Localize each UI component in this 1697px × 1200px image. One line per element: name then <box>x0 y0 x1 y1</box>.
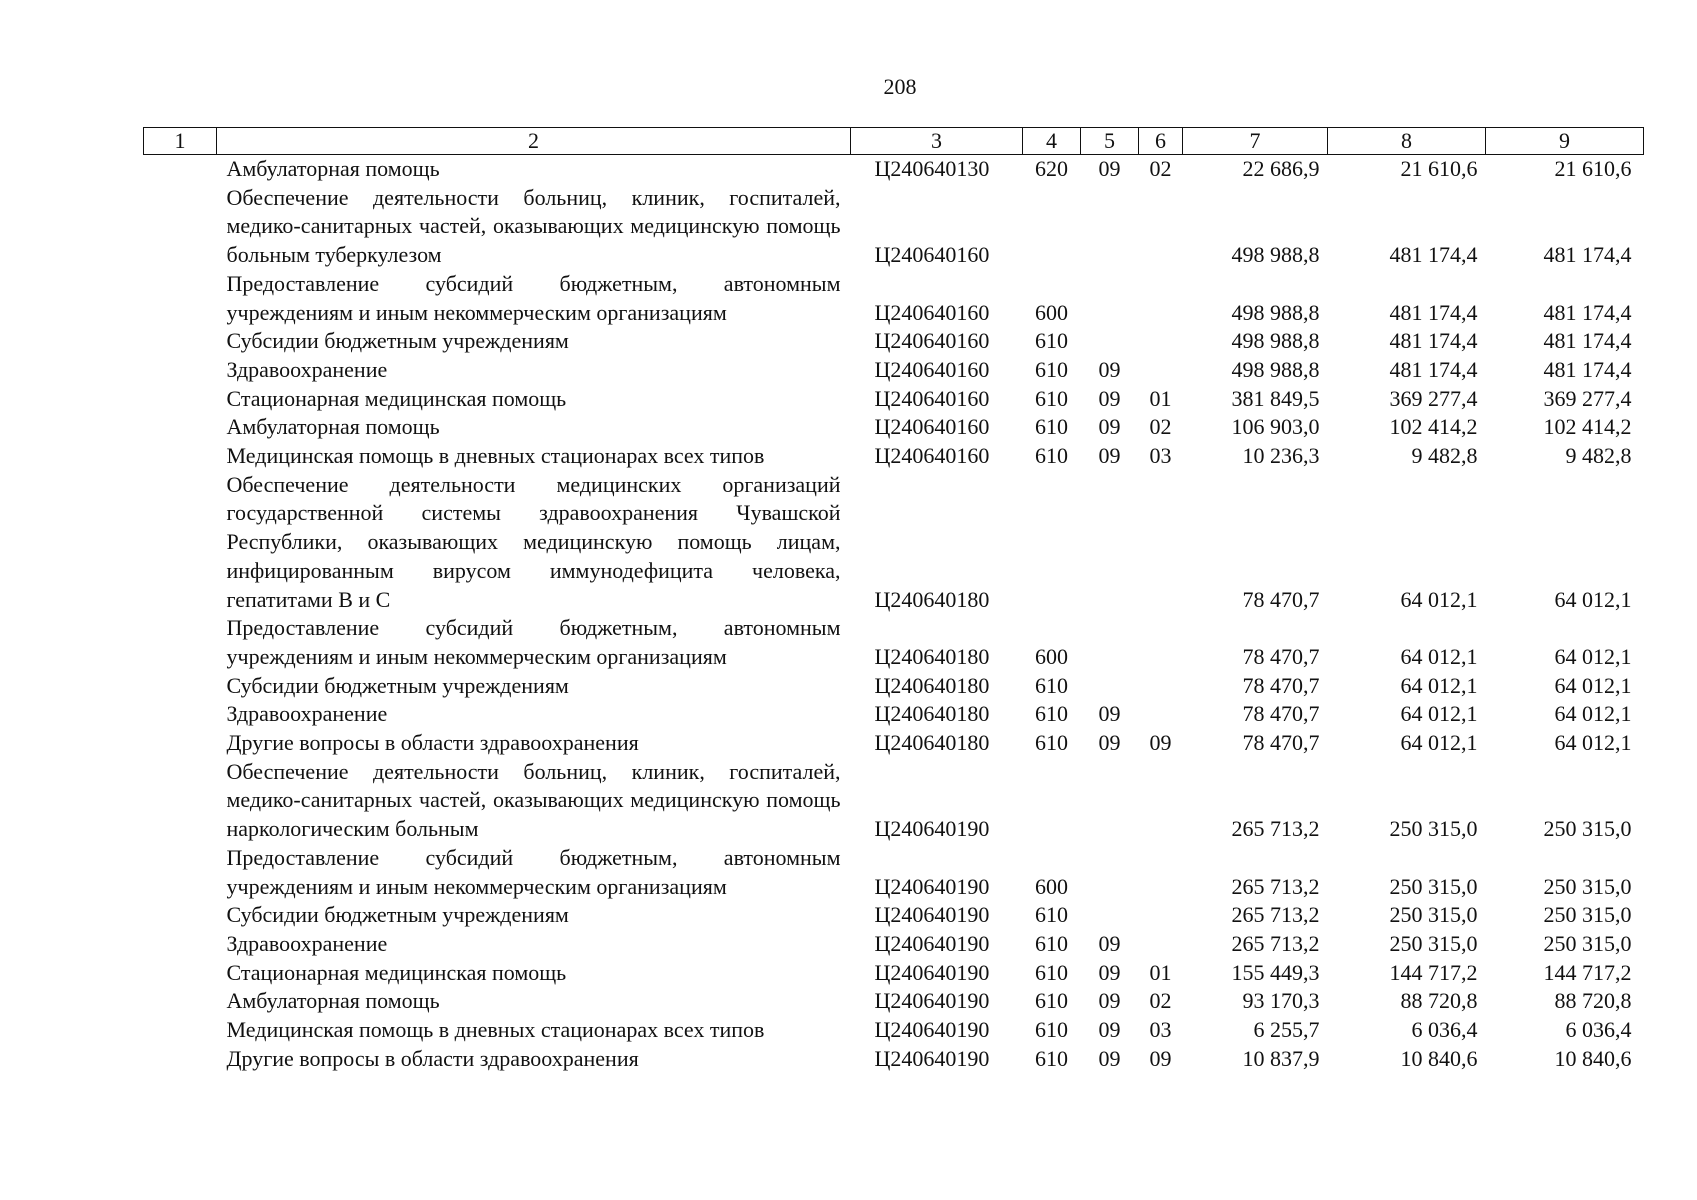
cell-subsection <box>1139 758 1183 844</box>
cell-amount-col8: 250 315,0 <box>1389 816 1478 842</box>
header-col-2: 2 <box>217 128 851 155</box>
cell-amount-col9: 64 012,1 <box>1554 586 1632 612</box>
cell-index <box>144 184 217 270</box>
cell-amount-col8: 64 012,1 <box>1400 586 1478 612</box>
cell-amount-col8: 250 315,0 <box>1389 902 1478 928</box>
cell-section: 09 <box>1098 385 1121 411</box>
cell-item-name: Здравоохранение <box>226 356 388 382</box>
table-row <box>144 729 1644 758</box>
cell-amount-col8: 481 174,4 <box>1389 356 1478 382</box>
cell-amount-col7: 6 255,7 <box>1253 1017 1320 1043</box>
table-row <box>144 442 1644 471</box>
cell-target-code: Ц240640180 <box>874 730 990 756</box>
cell-index <box>144 758 217 844</box>
cell-amount-col8: 9 482,8 <box>1411 443 1478 469</box>
cell-expense-type: 610 <box>1035 356 1068 382</box>
cell-target-code: Ц240640190 <box>874 1045 990 1071</box>
cell-amount-col9: 21 610,6 <box>1554 156 1632 181</box>
cell-section: 09 <box>1098 930 1121 956</box>
cell-section: 09 <box>1098 701 1121 727</box>
cell-amount-col9: 64 012,1 <box>1554 672 1632 698</box>
header-col-1: 1 <box>144 128 217 155</box>
cell-amount-col9: 250 315,0 <box>1543 816 1632 842</box>
cell-index <box>144 155 217 184</box>
cell-item-name: Амбулаторная помощь <box>226 156 440 181</box>
cell-amount-col7: 265 713,2 <box>1231 902 1320 928</box>
cell-amount-col9: 250 315,0 <box>1543 930 1632 956</box>
cell-amount-col7: 10 837,9 <box>1242 1045 1320 1071</box>
cell-index <box>144 901 217 930</box>
cell-amount-col9: 6 036,4 <box>1565 1017 1632 1043</box>
cell-amount-col9: 64 012,1 <box>1554 730 1632 756</box>
page-number <box>0 74 1697 100</box>
cell-target-code: Ц240640160 <box>874 242 990 268</box>
cell-item-name: Субсидии бюджетным учреждениям <box>226 902 569 928</box>
cell-item-name: Субсидии бюджетным учреждениям <box>226 328 569 354</box>
table-row <box>144 1016 1644 1045</box>
cell-subsection <box>1139 184 1183 270</box>
cell-item-name: Медицинская помощь в дневных стационарах всех типов <box>226 443 765 469</box>
cell-target-code: Ц240640190 <box>874 988 990 1014</box>
cell-section: 09 <box>1098 414 1121 440</box>
cell-amount-col9: 144 717,2 <box>1543 959 1632 985</box>
cell-section <box>1081 327 1139 356</box>
cell-item-name: Медицинская помощь в дневных стационарах всех типов <box>226 1017 765 1043</box>
cell-item-name: Другие вопросы в области здравоохранения <box>226 1045 639 1071</box>
cell-amount-col9: 88 720,8 <box>1554 988 1632 1014</box>
cell-amount-col7: 78 470,7 <box>1242 701 1320 727</box>
cell-amount-col7: 265 713,2 <box>1231 930 1320 956</box>
cell-item-name: Предоставление субсидий бюджетным, автономным учреждениям и иным некоммерческим организациям <box>226 615 841 669</box>
cell-amount-col7: 498 988,8 <box>1231 328 1320 354</box>
cell-item-name: Амбулаторная помощь <box>226 988 440 1014</box>
cell-amount-col7: 265 713,2 <box>1231 873 1320 899</box>
cell-target-code: Ц240640160 <box>874 443 990 469</box>
cell-index <box>144 327 217 356</box>
cell-target-code: Ц240640190 <box>874 959 990 985</box>
cell-amount-col8: 144 717,2 <box>1389 959 1478 985</box>
cell-target-code: Ц240640160 <box>874 299 990 325</box>
cell-item-name: Обеспечение деятельности медицинских организаций государственной системы здравоохранения Чувашской Республики, оказывающих медицинскую помощь лицам, инфицированным вирусом иммунодефицита человека, гепатитами В и С <box>226 471 841 612</box>
cell-target-code: Ц240640180 <box>874 643 990 669</box>
cell-amount-col7: 381 849,5 <box>1231 385 1320 411</box>
cell-amount-col8: 88 720,8 <box>1400 988 1478 1014</box>
cell-target-code: Ц240640160 <box>874 328 990 354</box>
cell-expense-type <box>1023 471 1081 615</box>
cell-subsection: 01 <box>1149 385 1172 411</box>
cell-amount-col7: 106 903,0 <box>1231 414 1320 440</box>
cell-amount-col8: 6 036,4 <box>1411 1017 1478 1043</box>
cell-expense-type: 610 <box>1035 988 1068 1014</box>
cell-amount-col9: 9 482,8 <box>1565 443 1632 469</box>
cell-amount-col9: 10 840,6 <box>1554 1045 1632 1071</box>
table-row <box>144 614 1644 671</box>
table-row <box>144 959 1644 988</box>
cell-amount-col9: 481 174,4 <box>1543 356 1632 382</box>
cell-index <box>144 987 217 1016</box>
cell-amount-col7: 93 170,3 <box>1242 988 1320 1014</box>
cell-amount-col8: 250 315,0 <box>1389 930 1478 956</box>
cell-target-code: Ц240640130 <box>874 156 990 181</box>
cell-subsection <box>1139 700 1183 729</box>
table-row <box>144 758 1644 844</box>
cell-subsection <box>1139 356 1183 385</box>
cell-index <box>144 413 217 442</box>
cell-subsection: 03 <box>1149 443 1172 469</box>
header-col-9: 9 <box>1486 128 1644 155</box>
cell-expense-type: 610 <box>1035 730 1068 756</box>
cell-expense-type: 620 <box>1035 156 1068 181</box>
cell-target-code: Ц240640190 <box>874 816 990 842</box>
cell-index <box>144 1045 217 1074</box>
table-body <box>144 155 1644 1074</box>
cell-expense-type: 610 <box>1035 443 1068 469</box>
cell-amount-col7: 498 988,8 <box>1231 299 1320 325</box>
cell-subsection <box>1139 901 1183 930</box>
table-row <box>144 155 1644 184</box>
cell-expense-type: 610 <box>1035 414 1068 440</box>
cell-amount-col8: 64 012,1 <box>1400 701 1478 727</box>
cell-section: 09 <box>1098 1045 1121 1071</box>
header-row <box>144 128 1644 155</box>
cell-item-name: Обеспечение деятельности больниц, клиник, госпиталей, медико-санитарных частей, оказывающих медицинскую помощь наркологическим больным <box>226 758 841 842</box>
table-row <box>144 672 1644 701</box>
cell-target-code: Ц240640160 <box>874 356 990 382</box>
cell-index <box>144 614 217 671</box>
cell-subsection: 03 <box>1149 1017 1172 1043</box>
cell-index <box>144 959 217 988</box>
cell-section: 09 <box>1098 356 1121 382</box>
table-row <box>144 987 1644 1016</box>
cell-amount-col8: 10 840,6 <box>1400 1045 1478 1071</box>
cell-index <box>144 1016 217 1045</box>
cell-index <box>144 700 217 729</box>
header-col-4: 4 <box>1023 128 1081 155</box>
cell-section: 09 <box>1098 730 1121 756</box>
cell-subsection: 09 <box>1149 1045 1172 1071</box>
cell-amount-col7: 10 236,3 <box>1242 443 1320 469</box>
cell-section <box>1081 844 1139 901</box>
cell-subsection <box>1139 614 1183 671</box>
cell-expense-type: 610 <box>1035 1017 1068 1043</box>
cell-subsection: 02 <box>1149 156 1172 181</box>
cell-amount-col9: 250 315,0 <box>1543 873 1632 899</box>
cell-index <box>144 270 217 327</box>
cell-amount-col7: 498 988,8 <box>1231 356 1320 382</box>
cell-index <box>144 930 217 959</box>
cell-amount-col7: 22 686,9 <box>1242 156 1320 181</box>
cell-amount-col7: 78 470,7 <box>1242 586 1320 612</box>
table-row <box>144 901 1644 930</box>
header-col-8: 8 <box>1328 128 1486 155</box>
cell-expense-type: 610 <box>1035 930 1068 956</box>
table-row <box>144 844 1644 901</box>
cell-target-code: Ц240640160 <box>874 414 990 440</box>
cell-amount-col8: 64 012,1 <box>1400 643 1478 669</box>
table-row <box>144 327 1644 356</box>
cell-amount-col8: 250 315,0 <box>1389 873 1478 899</box>
cell-item-name: Обеспечение деятельности больниц, клиник, госпиталей, медико-санитарных частей, оказывающих медицинскую помощь больным туберкулезом <box>226 184 841 268</box>
cell-target-code: Ц240640190 <box>874 930 990 956</box>
table-row <box>144 385 1644 414</box>
header-col-7: 7 <box>1183 128 1328 155</box>
cell-subsection <box>1139 471 1183 615</box>
cell-section: 09 <box>1098 988 1121 1014</box>
cell-item-name: Предоставление субсидий бюджетным, автономным учреждениям и иным некоммерческим организациям <box>226 844 841 899</box>
cell-section: 09 <box>1098 1017 1121 1043</box>
cell-expense-type: 610 <box>1035 902 1068 928</box>
cell-expense-type <box>1023 184 1081 270</box>
cell-amount-col7: 78 470,7 <box>1242 672 1320 698</box>
cell-item-name: Предоставление субсидий бюджетным, автономным учреждениям и иным некоммерческим организациям <box>226 270 841 325</box>
cell-section <box>1081 758 1139 844</box>
cell-target-code: Ц240640190 <box>874 873 990 899</box>
cell-subsection <box>1139 672 1183 701</box>
cell-expense-type: 610 <box>1035 959 1068 985</box>
table-row <box>144 356 1644 385</box>
cell-expense-type: 610 <box>1035 385 1068 411</box>
cell-section <box>1081 184 1139 270</box>
cell-section <box>1081 614 1139 671</box>
cell-item-name: Здравоохранение <box>226 701 388 727</box>
cell-target-code: Ц240640190 <box>874 1017 990 1043</box>
cell-item-name: Субсидии бюджетным учреждениям <box>226 672 569 698</box>
cell-index <box>144 844 217 901</box>
cell-index <box>144 672 217 701</box>
cell-section <box>1081 672 1139 701</box>
cell-index <box>144 442 217 471</box>
cell-subsection <box>1139 327 1183 356</box>
cell-item-name: Стационарная медицинская помощь <box>226 959 567 985</box>
cell-amount-col8: 21 610,6 <box>1400 156 1478 181</box>
cell-amount-col7: 78 470,7 <box>1242 643 1320 669</box>
cell-expense-type: 610 <box>1035 672 1068 698</box>
cell-section: 09 <box>1098 443 1121 469</box>
cell-target-code: Ц240640180 <box>874 586 990 612</box>
cell-expense-type: 600 <box>1035 873 1068 899</box>
cell-amount-col7: 265 713,2 <box>1231 816 1320 842</box>
cell-amount-col9: 64 012,1 <box>1554 701 1632 727</box>
cell-item-name: Амбулаторная помощь <box>226 414 440 440</box>
table-row <box>144 1045 1644 1074</box>
cell-expense-type: 610 <box>1035 1045 1068 1071</box>
cell-amount-col9: 250 315,0 <box>1543 902 1632 928</box>
cell-amount-col8: 481 174,4 <box>1389 328 1478 354</box>
table-row <box>144 413 1644 442</box>
cell-expense-type: 610 <box>1035 328 1068 354</box>
cell-subsection: 01 <box>1149 959 1172 985</box>
cell-index <box>144 385 217 414</box>
cell-subsection: 09 <box>1149 730 1172 756</box>
cell-amount-col8: 481 174,4 <box>1389 299 1478 325</box>
header-col-5: 5 <box>1081 128 1139 155</box>
cell-subsection <box>1139 270 1183 327</box>
cell-item-name: Здравоохранение <box>226 930 388 956</box>
cell-subsection: 02 <box>1149 988 1172 1014</box>
cell-amount-col8: 64 012,1 <box>1400 672 1478 698</box>
table-row <box>144 930 1644 959</box>
table-row <box>144 270 1644 327</box>
cell-amount-col9: 102 414,2 <box>1543 414 1632 440</box>
cell-amount-col7: 498 988,8 <box>1231 242 1320 268</box>
cell-section: 09 <box>1098 156 1121 181</box>
cell-section <box>1081 901 1139 930</box>
cell-expense-type: 610 <box>1035 701 1068 727</box>
table-row <box>144 700 1644 729</box>
cell-subsection <box>1139 844 1183 901</box>
cell-amount-col9: 481 174,4 <box>1543 328 1632 354</box>
cell-index <box>144 471 217 615</box>
cell-amount-col8: 369 277,4 <box>1389 385 1478 411</box>
header-col-6: 6 <box>1139 128 1183 155</box>
cell-amount-col8: 481 174,4 <box>1389 242 1478 268</box>
budget-table <box>143 127 1644 1074</box>
cell-subsection <box>1139 930 1183 959</box>
cell-section: 09 <box>1098 959 1121 985</box>
cell-index <box>144 729 217 758</box>
header-col-3: 3 <box>851 128 1023 155</box>
cell-item-name: Другие вопросы в области здравоохранения <box>226 730 639 756</box>
cell-amount-col8: 102 414,2 <box>1389 414 1478 440</box>
cell-section <box>1081 471 1139 615</box>
cell-target-code: Ц240640160 <box>874 385 990 411</box>
cell-index <box>144 356 217 385</box>
cell-item-name: Стационарная медицинская помощь <box>226 385 567 411</box>
cell-amount-col8: 64 012,1 <box>1400 730 1478 756</box>
cell-amount-col7: 78 470,7 <box>1242 730 1320 756</box>
cell-target-code: Ц240640190 <box>874 902 990 928</box>
cell-amount-col7: 155 449,3 <box>1231 959 1320 985</box>
cell-amount-col9: 481 174,4 <box>1543 242 1632 268</box>
cell-expense-type: 600 <box>1035 643 1068 669</box>
cell-amount-col9: 64 012,1 <box>1554 643 1632 669</box>
cell-expense-type: 600 <box>1035 299 1068 325</box>
cell-target-code: Ц240640180 <box>874 701 990 727</box>
cell-subsection: 02 <box>1149 414 1172 440</box>
cell-section <box>1081 270 1139 327</box>
table-row <box>144 471 1644 615</box>
table-header <box>144 128 1644 155</box>
cell-amount-col9: 481 174,4 <box>1543 299 1632 325</box>
table-row <box>144 184 1644 270</box>
cell-amount-col9: 369 277,4 <box>1543 385 1632 411</box>
page-number-text: 208 <box>883 74 917 99</box>
cell-target-code: Ц240640180 <box>874 672 990 698</box>
cell-expense-type <box>1023 758 1081 844</box>
